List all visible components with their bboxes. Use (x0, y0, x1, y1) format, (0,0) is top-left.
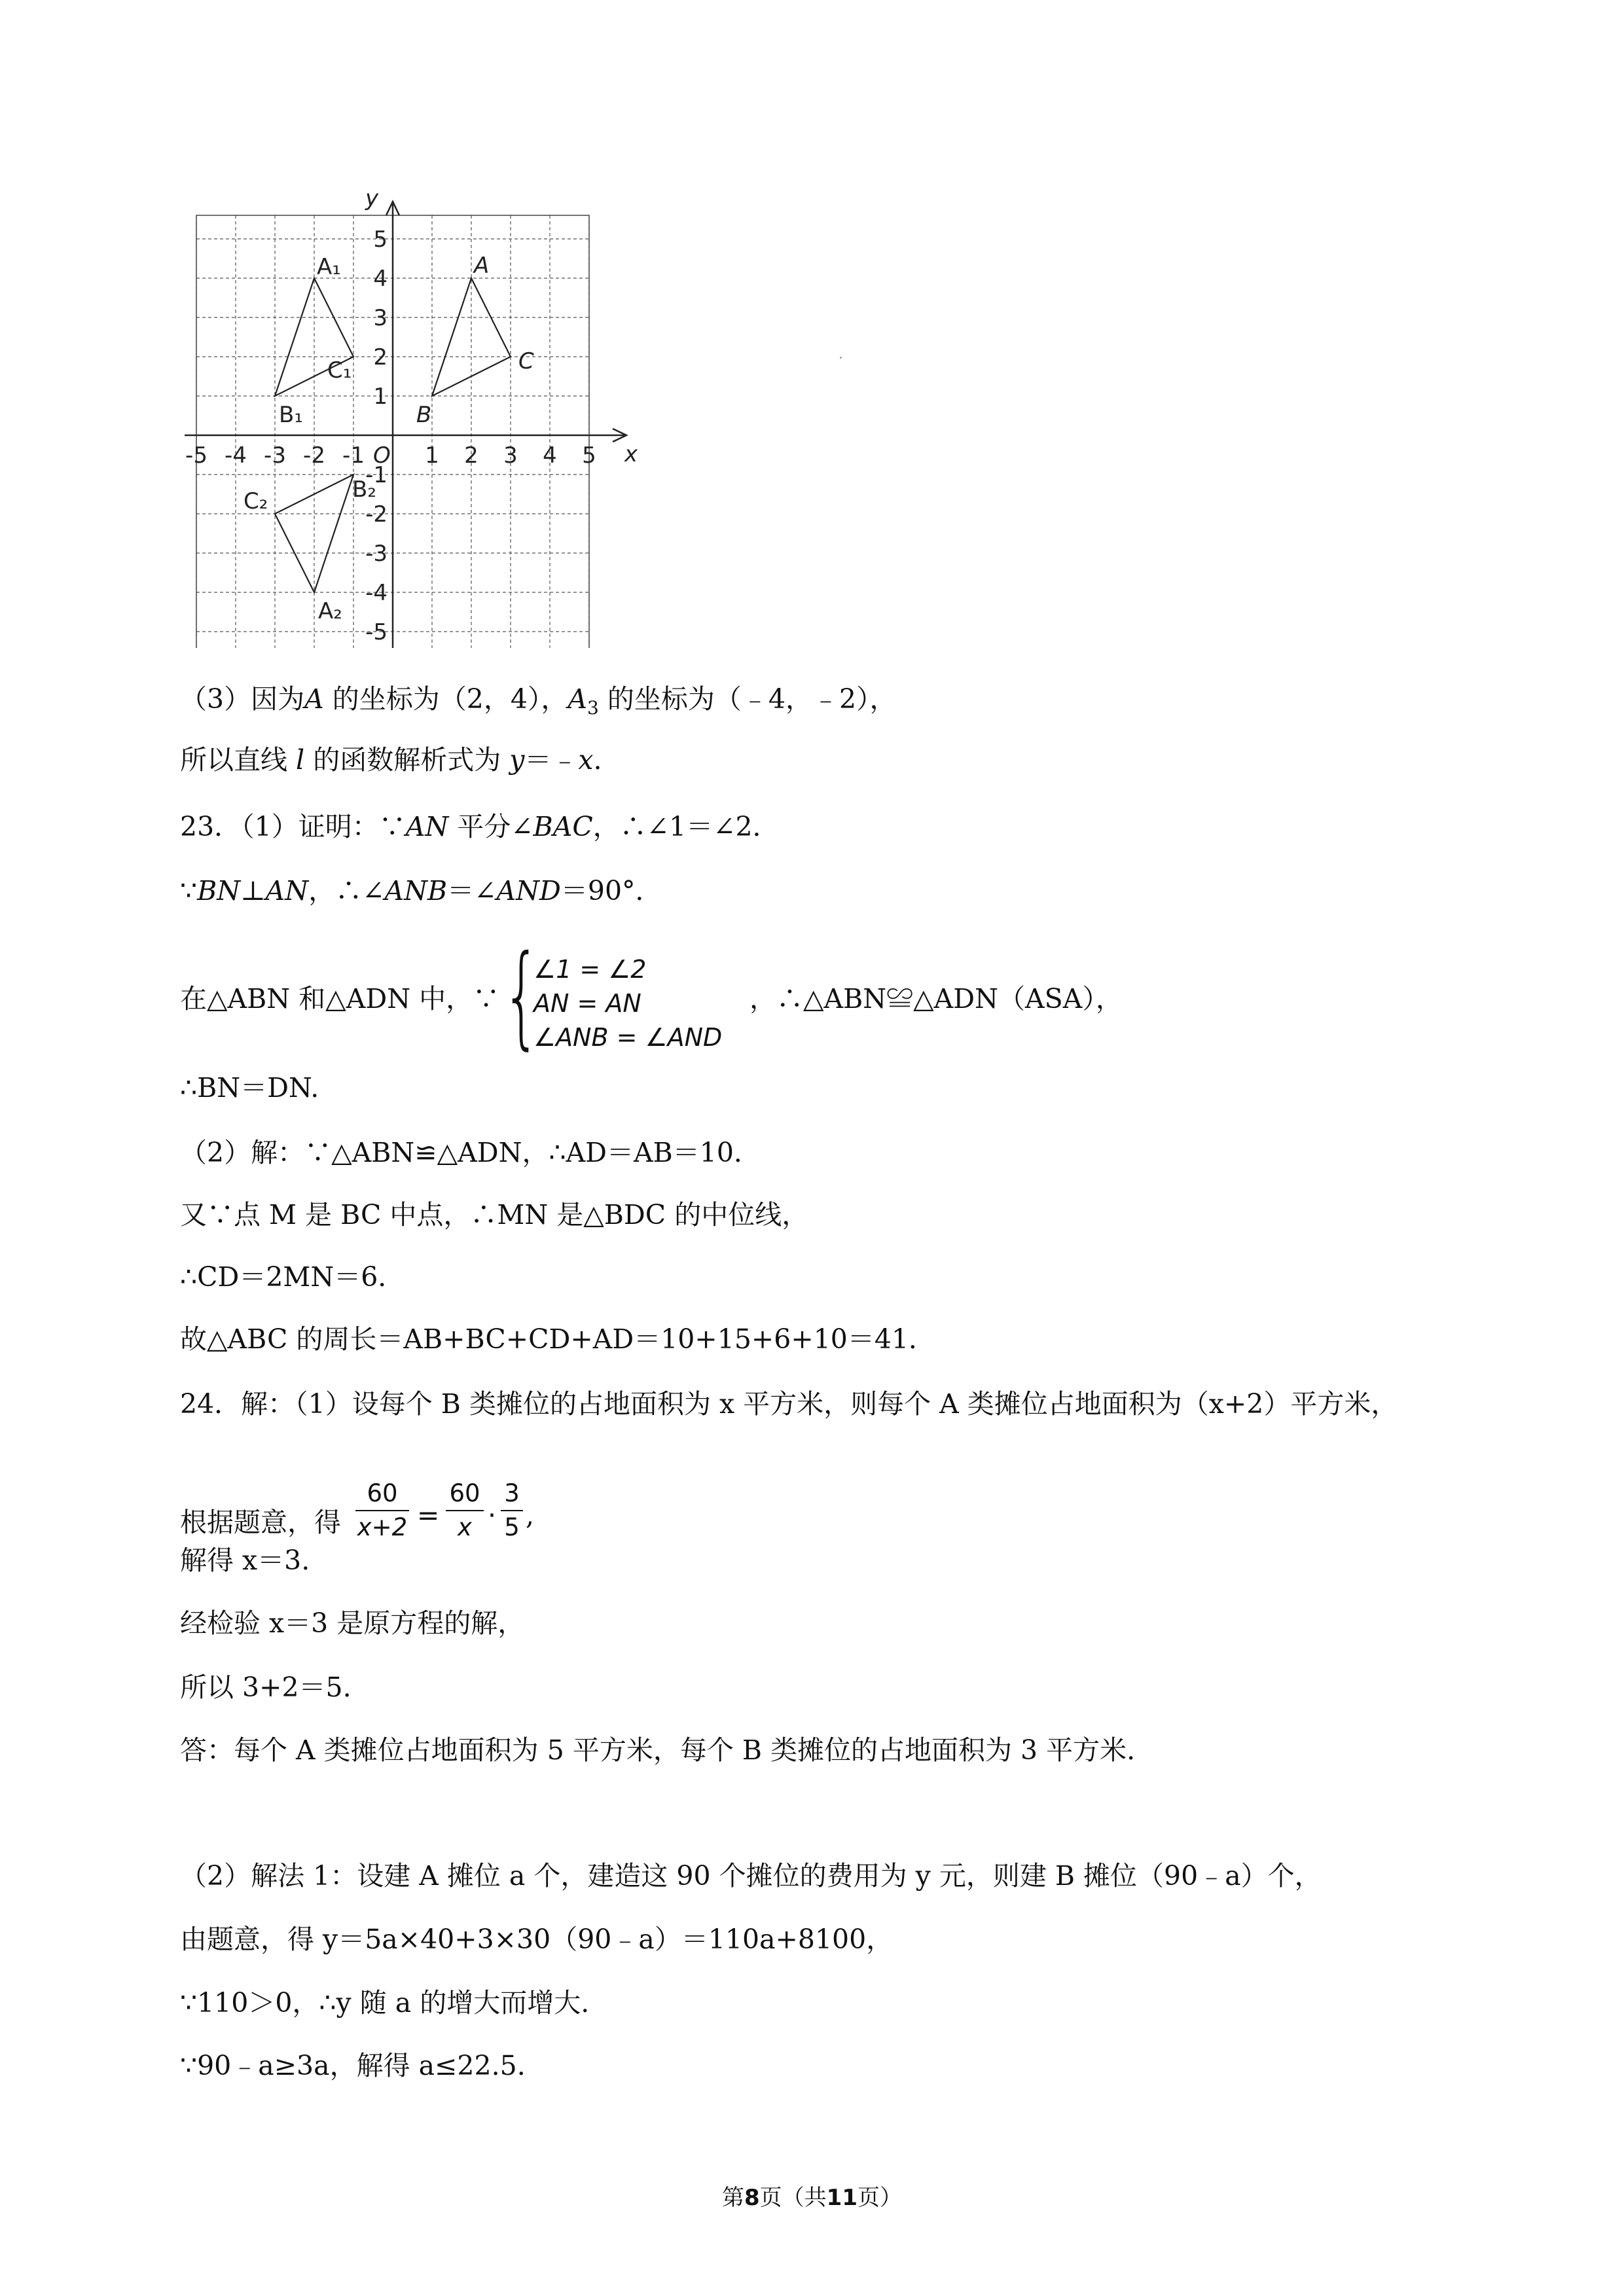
y-tick-label: -2 (365, 501, 388, 528)
line-24: 24．解：（1）设每个 B 类摊位的占地面积为 x 平方米，则每个 A 类摊位占地面积为（x+2）平方米， (180, 1388, 1398, 1420)
x-axis-label: x (624, 441, 638, 467)
line-bn-dn: ∴BN＝DN. (180, 1072, 319, 1103)
y-tick-label: -3 (365, 541, 388, 567)
line-midpoint: 又∵点 M 是 BC 中点，∴MN 是△BDC 的中位线， (180, 1199, 809, 1230)
line-increasing: ∵110＞0，∴y 随 a 的增大而增大. (180, 1987, 590, 2018)
line-perpendicular: ∵BN⊥AN，∴∠ANB＝∠AND＝90°． (180, 875, 662, 906)
x-tick-label: 2 (464, 442, 478, 469)
line-function: 所以直线 l 的函数解析式为 y＝﹣x. (180, 744, 602, 776)
x-tick-label: 3 (503, 442, 518, 469)
vertex-label: B (416, 402, 432, 428)
x-tick-label: 4 (543, 442, 557, 469)
line-2-solve: （2）解：∵△ABN≌△ADN，∴AD＝AB＝10． (180, 1137, 761, 1168)
y-tick-label: 1 (373, 384, 388, 410)
line-cd: ∴CD＝2MN＝6． (180, 1261, 405, 1293)
line-inequality: ∵90﹣a≥3a，解得 a≤22.5. (180, 2050, 526, 2081)
vertex-label: C₂ (244, 488, 268, 514)
y-tick-label: 3 (373, 305, 388, 331)
y-tick-label: -4 (365, 580, 388, 606)
triangles (244, 253, 534, 624)
triangle-0 (432, 278, 511, 396)
brace-symbol: { (502, 931, 541, 1061)
y-tick-label: -5 (365, 619, 388, 645)
line-perimeter: 故△ABC 的周长＝AB+BC+CD+AD＝10+15+6+10＝41． (180, 1323, 936, 1355)
line-23-proof: 23．（1）证明：∵AN 平分∠BAC，∴∠1＝∠2． (180, 811, 780, 842)
vertex-label: C (518, 348, 534, 374)
page-footer: 第8页（共11页） (722, 2185, 902, 2211)
x-tick-label: -4 (225, 442, 247, 469)
line-solve-x: 解得 x＝3. (180, 1545, 310, 1576)
stray-dot (840, 357, 842, 359)
x-tick-label: 1 (425, 442, 439, 469)
x-tick-label: -1 (342, 442, 365, 469)
line-cost-eq: 由题意，得 y＝5a×40+3×30（90﹣a）＝110a+8100， (180, 1924, 893, 1955)
y-tick-label: -1 (365, 462, 388, 488)
vertex-label: B₁ (279, 402, 303, 428)
x-tick-label: -3 (264, 442, 286, 469)
y-axis-label: y (365, 190, 379, 211)
coordinate-graph (177, 190, 648, 648)
line-check: 经检验 x＝3 是原方程的解， (180, 1607, 525, 1639)
x-tick-label: 5 (582, 442, 596, 469)
x-tick-label: -5 (185, 442, 208, 469)
line-method-1: （2）解法 1：设建 A 摊位 a 个，建造这 90 个摊位的费用为 y 元，则建 B 摊位（90﹣a）个， (180, 1860, 1322, 1892)
vertex-label: A₁ (317, 254, 341, 280)
x-tick-label: -2 (303, 442, 325, 469)
vertex-label: A (474, 253, 490, 279)
vertex-label: B₂ (352, 476, 376, 503)
tick-labels (185, 190, 638, 645)
y-tick-label: 2 (373, 344, 388, 370)
y-tick-label: 5 (373, 226, 388, 253)
y-tick-label: 4 (373, 266, 388, 292)
axes (185, 202, 626, 648)
vertex-label: A₂ (318, 598, 342, 624)
origin-label: O (373, 442, 391, 469)
vertex-label: C₁ (327, 357, 352, 384)
line-3: （3）因为A 的坐标为（2，4），$A_3$ 的坐标为（﹣4，﹣2）， (180, 683, 897, 719)
line-sum: 所以 3+2＝5. (180, 1672, 352, 1703)
line-answer: 答：每个 A 类摊位占地面积为 5 平方米，每个 B 类摊位的占地面积为 3 平方米. (180, 1734, 1136, 1766)
